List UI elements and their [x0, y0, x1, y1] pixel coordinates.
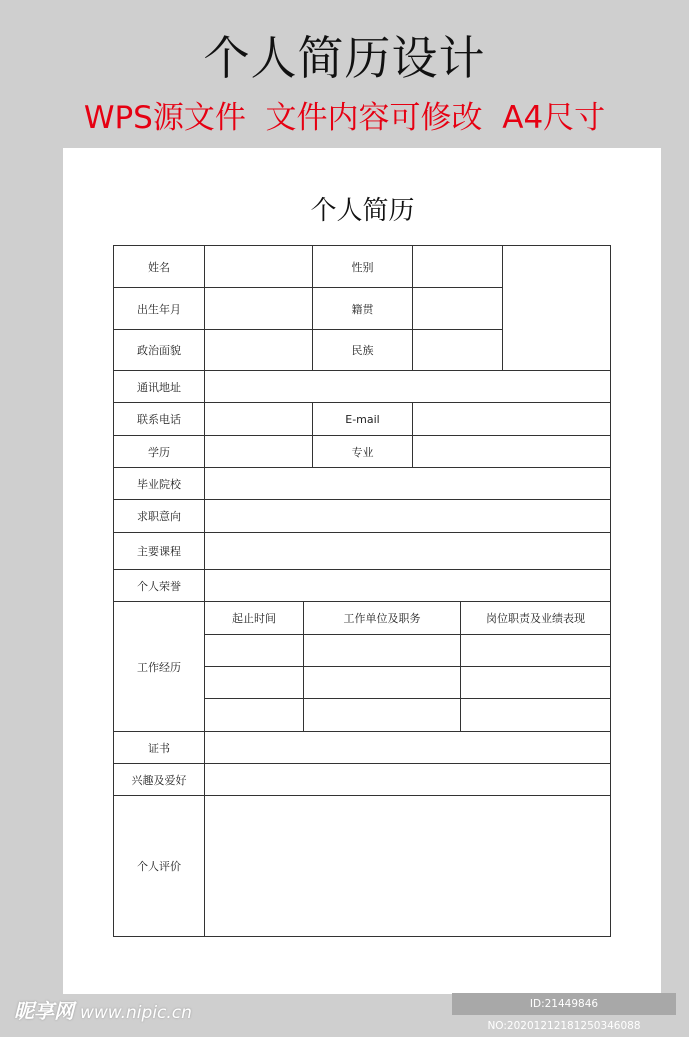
photo-box[interactable]: [503, 246, 611, 371]
input-job-intention[interactable]: [205, 500, 611, 533]
label-courses: 主要课程: [114, 533, 205, 570]
input-phone[interactable]: [205, 403, 313, 436]
watermark-logo-text: 昵享网: [14, 999, 74, 1023]
label-job-intention: 求职意向: [114, 500, 205, 533]
label-work-experience: 工作经历: [114, 602, 205, 732]
work-row-1-period[interactable]: [205, 635, 304, 667]
label-gender: 性别: [313, 246, 413, 288]
label-certificates: 证书: [114, 732, 205, 764]
watermark-url: www.nipic.cn: [80, 1003, 192, 1023]
input-certificates[interactable]: [205, 732, 611, 764]
input-native-place[interactable]: [413, 288, 503, 330]
watermark-id: ID:21449846 NO:20201212181250346088: [452, 993, 676, 1015]
resume-table: [113, 245, 611, 937]
work-row-1-company[interactable]: [304, 635, 461, 667]
label-address: 通讯地址: [114, 371, 205, 403]
label-birth: 出生年月: [114, 288, 205, 330]
input-honors[interactable]: [205, 570, 611, 602]
input-hobbies[interactable]: [205, 764, 611, 796]
work-header-duties: 岗位职责及业绩表现: [461, 602, 611, 635]
resume-title: 个人简历: [310, 196, 415, 226]
label-native-place: 籍贯: [313, 288, 413, 330]
work-row-2-duties[interactable]: [461, 667, 611, 699]
input-address[interactable]: [205, 371, 611, 403]
work-row-3-company[interactable]: [304, 699, 461, 732]
input-self-evaluation[interactable]: [205, 796, 611, 937]
input-major[interactable]: [413, 436, 611, 468]
label-name: 姓名: [114, 246, 205, 288]
label-hobbies: 兴趣及爱好: [114, 764, 205, 796]
label-school: 毕业院校: [114, 468, 205, 500]
label-major: 专业: [313, 436, 413, 468]
input-gender[interactable]: [413, 246, 503, 288]
work-header-company: 工作单位及职务: [304, 602, 461, 635]
label-ethnicity: 民族: [313, 330, 413, 371]
banner-title: 个人简历设计: [203, 31, 486, 85]
input-political-status[interactable]: [205, 330, 313, 371]
label-political-status: 政治面貌: [114, 330, 205, 371]
label-email: E-mail: [313, 403, 413, 436]
work-row-3-period[interactable]: [205, 699, 304, 732]
work-row-2-period[interactable]: [205, 667, 304, 699]
label-honors: 个人荣誉: [114, 570, 205, 602]
work-row-2-company[interactable]: [304, 667, 461, 699]
input-email[interactable]: [413, 403, 611, 436]
input-birth[interactable]: [205, 288, 313, 330]
work-row-1-duties[interactable]: [461, 635, 611, 667]
input-school[interactable]: [205, 468, 611, 500]
watermark-logo: [14, 995, 192, 1024]
label-self-evaluation: 个人评价: [114, 796, 205, 937]
work-header-period: 起止时间: [205, 602, 304, 635]
input-education[interactable]: [205, 436, 313, 468]
label-phone: 联系电话: [114, 403, 205, 436]
label-education: 学历: [114, 436, 205, 468]
work-row-3-duties[interactable]: [461, 699, 611, 732]
input-name[interactable]: [205, 246, 313, 288]
input-courses[interactable]: [205, 533, 611, 570]
banner-subtitle: WPS源文件 文件内容可修改 A4尺寸: [83, 100, 606, 136]
input-ethnicity[interactable]: [413, 330, 503, 371]
